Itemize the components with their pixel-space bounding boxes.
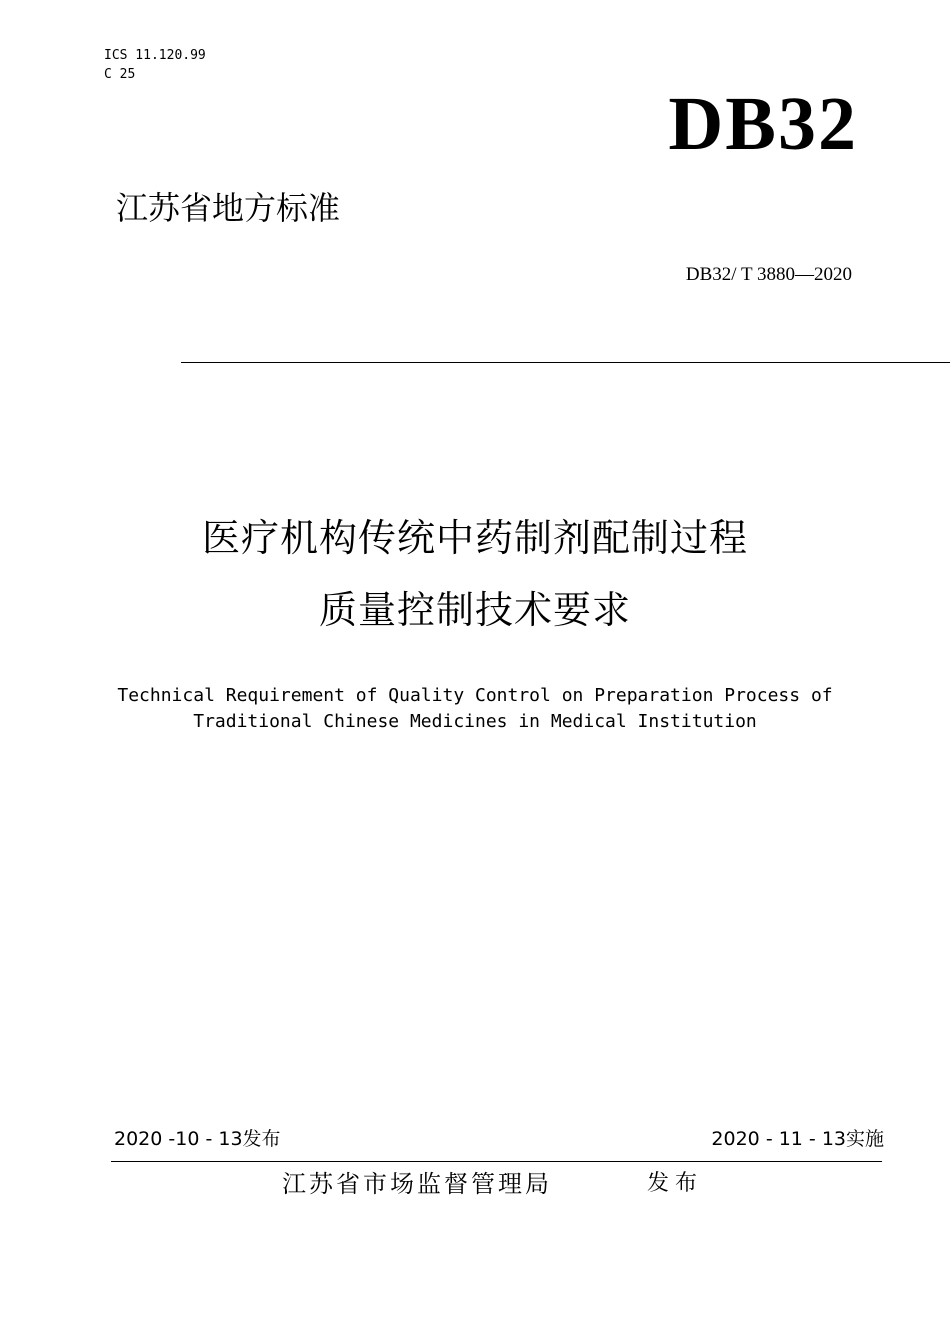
publisher-name: 江苏省市场监督管理局 — [282, 1170, 552, 1198]
standard-number: DB32/ T 3880—2020 — [685, 264, 852, 285]
title-zh-line-2: 质量控制技术要求 — [318, 588, 631, 632]
publish-date: 2020 -10 - 13发布 — [114, 1128, 281, 1150]
title-en-line-1: Technical Requirement of Quality Control on Preparation Process of — [117, 685, 833, 706]
db-logo: DB32 — [668, 82, 858, 166]
bottom-divider — [111, 1161, 882, 1162]
ics-code: ICS 11.120.99 — [104, 48, 206, 63]
top-divider — [181, 362, 950, 363]
standard-type: 江苏省地方标准 — [116, 189, 341, 227]
title-en-line-2: Traditional Chinese Medicines in Medical Institution — [193, 711, 757, 732]
publish-label: 发布 — [647, 1171, 704, 1196]
title-zh-line-1: 医疗机构传统中药制剂配制过程 — [201, 516, 748, 560]
ccs-code: C 25 — [104, 67, 136, 82]
implement-date: 2020 - 11 - 13实施 — [711, 1128, 884, 1150]
